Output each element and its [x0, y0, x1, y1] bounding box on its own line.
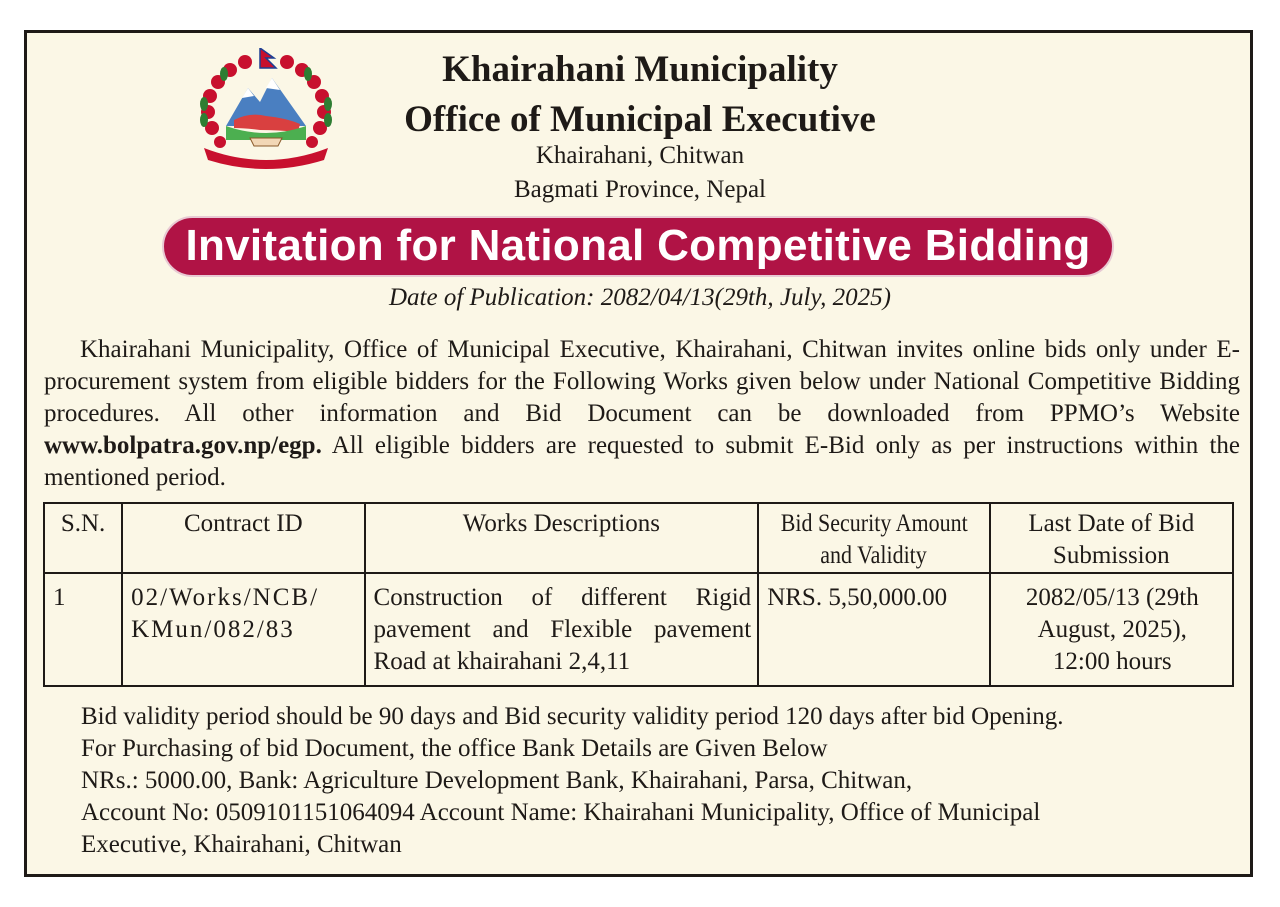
row-last-date-line3: 12:00 hours — [1052, 648, 1172, 675]
row-last-date — [990, 573, 1233, 686]
bank-details: NRs.: 5000.00, Bank: Agriculture Development Bank, Khairahani, Parsa, Chitwan, — [81, 767, 913, 794]
municipality-name: Khairahani Municipality — [442, 49, 838, 90]
row-works-description: Construction of different Rigid pavement and Flexible pavement Road at khairahani 2,4,11 — [365, 573, 759, 686]
header-sn: S.N. — [44, 503, 122, 573]
bid-table — [43, 502, 1234, 687]
header-works-descriptions: Works Descriptions — [365, 503, 759, 573]
header-bid-security-line2: and Validity — [820, 542, 928, 569]
row-contract-id-line1: 02/Works/NCB/ — [131, 584, 320, 611]
row-last-date-line1: 2082/05/13 (29th — [1025, 584, 1199, 611]
intro-text-after: All eligible bidders are requested to submit E-Bid only as per instructions within the mentioned period. — [44, 432, 1240, 491]
row-last-date-line2: August, 2025), — [1037, 616, 1187, 643]
header-bid-security — [758, 503, 989, 573]
header-last-date-line2: Submission — [1052, 542, 1170, 569]
row-sn: 1 — [44, 573, 122, 686]
table-row — [44, 573, 1233, 686]
purchase-note: For Purchasing of bid Document, the office Bank Details are Given Below — [81, 735, 828, 762]
publication-date: Date of Publication: 2082/04/13(29th, July, 2025) — [388, 284, 891, 311]
intro-paragraph — [44, 334, 1240, 494]
notice-title-banner: Invitation for National Competitive Bidding — [162, 216, 1114, 277]
header-contract-id: Contract ID — [122, 503, 364, 573]
bolpatra-website-link[interactable]: www.bolpatra.gov.np/egp. — [44, 432, 322, 459]
account-details — [81, 797, 1240, 861]
office-name: Office of Municipal Executive — [404, 99, 876, 140]
account-line2: Executive, Khairahani, Chitwan — [81, 831, 402, 858]
account-line1: Account No: 0509101151064094 Account Name: Khairahani Municipality, Office of Municipal — [81, 799, 1041, 826]
office-province: Bagmati Province, Nepal — [513, 176, 766, 203]
header-last-date-line1: Last Date of Bid — [1028, 510, 1195, 537]
table-header-row — [44, 503, 1233, 573]
header-last-date — [990, 503, 1233, 573]
header-bid-security-line1: Bid Security Amount — [780, 510, 968, 537]
row-bid-security: NRS. 5,50,000.00 — [758, 573, 989, 686]
bid-validity-note: Bid validity period should be 90 days and Bid security validity period 120 days after bid Opening. — [81, 703, 1064, 730]
intro-text-before: Khairahani Municipality, Office of Municipal Executive, Khairahani, Chitwan invites online bids only under E-procurement system from eligible bidders for the Following Works given below under National Competitive Bidding procedures. All other information and Bid Document can be downloaded from PPMO’s Website — [44, 336, 1240, 427]
row-contract-id-line2: KMun/082/83 — [131, 616, 295, 643]
row-contract-id — [122, 573, 364, 686]
office-location: Khairahani, Chitwan — [535, 142, 745, 169]
